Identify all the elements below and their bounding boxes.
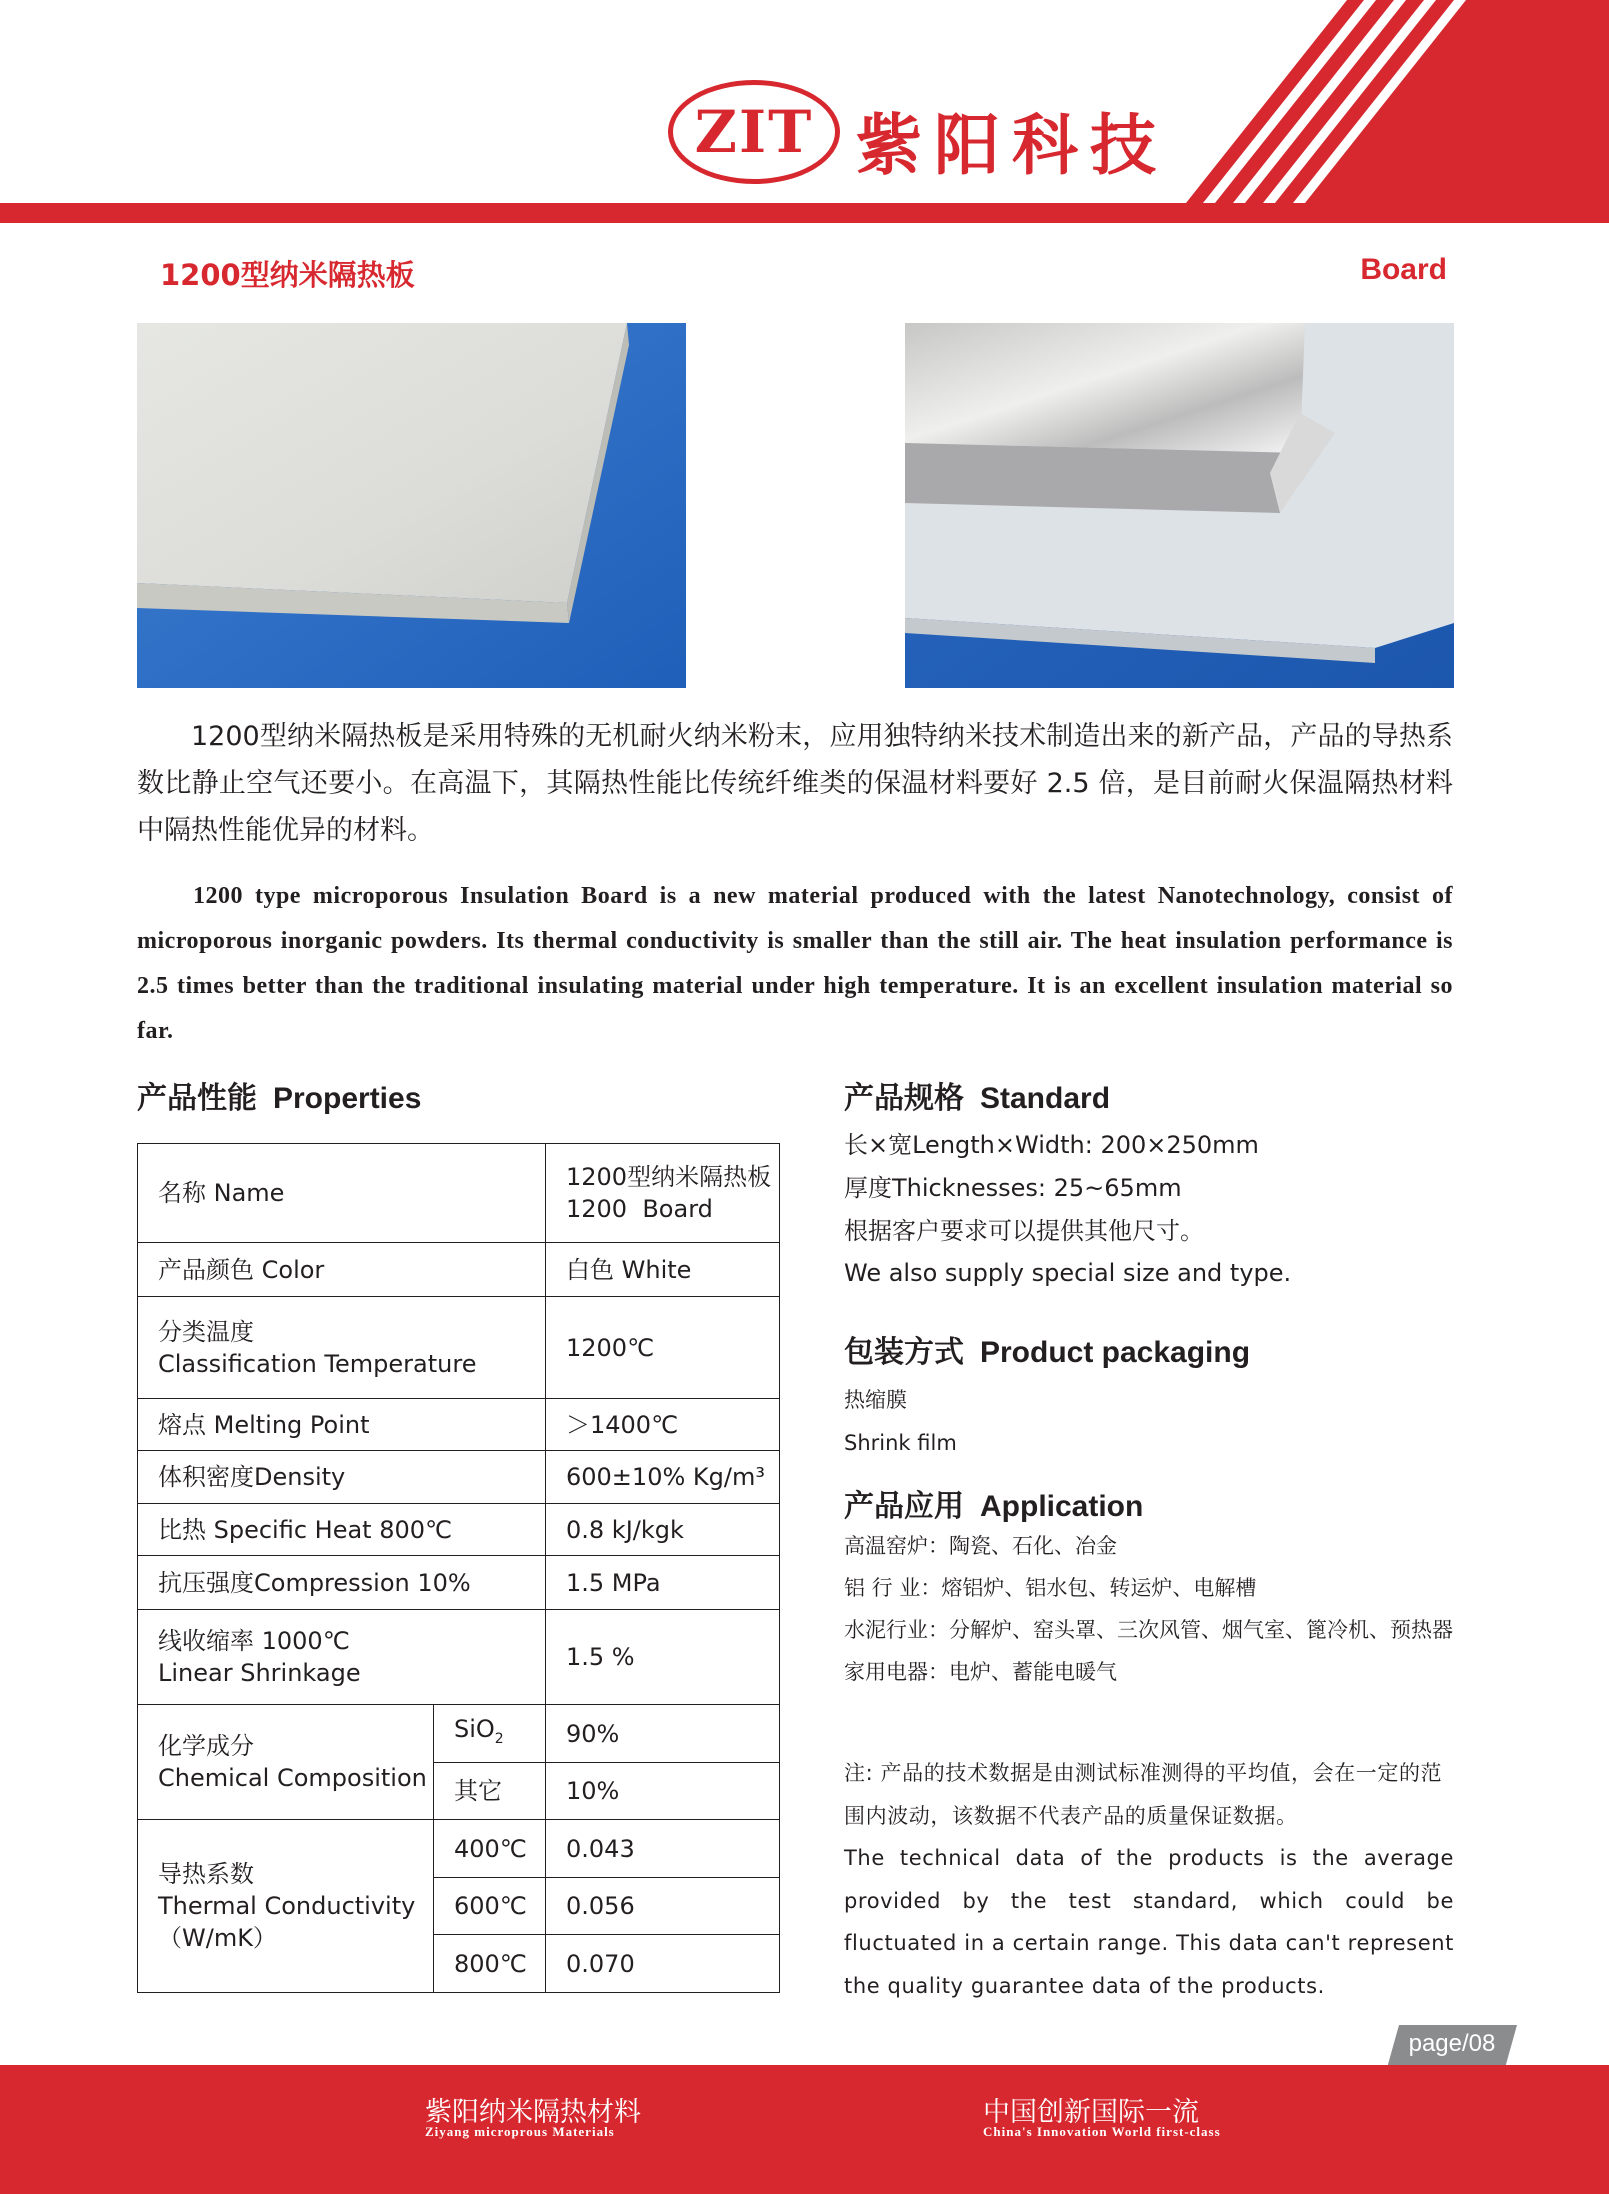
description-english: 1200 type microporous Insulation Board is a new material produced with the latest Nanotechnology, consist of microporous inorganic powders. Its thermal conductivity is smaller than the still air. The heat insulation performance is 2.5 times better than the traditional insulating material under high temperature. It is an excellent insulation material so far. xyxy=(137,883,1453,1044)
footer-right-cn: 中国创新国际一流 xyxy=(983,2097,1199,2128)
table-row xyxy=(138,1820,780,1878)
classification-temp-label xyxy=(138,1297,546,1399)
chemical-composition-label-cn: 化学成分 xyxy=(158,1732,254,1760)
logo-company-name: 紫阳科技 xyxy=(856,106,1168,184)
description-chinese: 1200型纳米隔热板是采用特殊的无机耐火纳米粉末，应用独特纳米技术制造出来的新产品，产品的导热系数比静止空气还要小。在高温下，其隔热性能比传统纤维类的保温材料要好 2.5 倍，是目前耐火保温隔热材料中隔热性能优异的材料。 xyxy=(137,721,1453,846)
application-line: 水泥行业：分解炉、窑头罩、三次风管、烟气室、篦冷机、预热器 xyxy=(844,1618,1453,1642)
linear-shrinkage-value: 1.5 % xyxy=(546,1610,780,1705)
thermal-conductivity-unit: （W/mK） xyxy=(158,1924,277,1952)
logo-mark-text: ZIT xyxy=(694,98,814,166)
chem-sio2-base: SiO xyxy=(454,1714,495,1743)
standard-custom-en: We also supply special size and type. xyxy=(844,1259,1292,1287)
chem-sio2-label xyxy=(434,1705,546,1763)
linear-shrinkage-label-en: Linear Shrinkage xyxy=(158,1659,361,1687)
tc-temp-600: 600℃ xyxy=(434,1878,546,1935)
standard-heading-en: Standard xyxy=(980,1082,1111,1115)
tc-value-600: 0.056 xyxy=(546,1878,780,1935)
thermal-conductivity-label-en: Thermal Conductivity xyxy=(158,1892,416,1920)
tc-value-400: 0.043 xyxy=(546,1820,780,1878)
name-value-cn: 1200型纳米隔热板 xyxy=(566,1163,772,1191)
table-row xyxy=(138,1144,780,1243)
name-label: 名称 Name xyxy=(138,1144,546,1243)
table-row xyxy=(138,1297,780,1399)
properties-heading xyxy=(137,1073,421,1117)
classification-temp-label-cn: 分类温度 xyxy=(158,1317,254,1346)
application-line: 铝 行 业：熔铝炉、铝水包、转运炉、电解槽 xyxy=(844,1576,1257,1600)
table-row xyxy=(138,1504,780,1556)
technical-note-cn: 注: 产品的技术数据是由测试标准测得的平均值，会在一定的范围内波动，该数据不代表产品的质量保证数据。 xyxy=(844,1761,1443,1828)
application-heading-cn: 产品应用 xyxy=(844,1489,964,1524)
chem-other-label: 其它 xyxy=(434,1763,546,1820)
color-label: 产品颜色 Color xyxy=(138,1243,546,1297)
density-value: 600±10% Kg/m³ xyxy=(546,1451,780,1504)
melting-point-value: ＞1400℃ xyxy=(546,1399,780,1451)
properties-heading-en: Properties xyxy=(273,1082,422,1115)
application-line: 家用电器：电炉、蓄能电暖气 xyxy=(844,1660,1117,1684)
compression-label: 抗压强度Compression 10% xyxy=(138,1556,546,1610)
thermal-conductivity-label-cn: 导热系数 xyxy=(158,1860,254,1888)
product-title-en: Board xyxy=(1360,253,1447,286)
standard-thickness xyxy=(844,1172,1182,1204)
standard-heading xyxy=(844,1073,1110,1117)
packaging-cn: 热缩膜 xyxy=(844,1388,907,1412)
table-row xyxy=(138,1610,780,1705)
compression-value: 1.5 MPa xyxy=(546,1556,780,1610)
footer-right-en: China's Innovation World first-class xyxy=(983,2124,1221,2139)
tc-temp-400: 400℃ xyxy=(434,1820,546,1878)
table-row xyxy=(138,1399,780,1451)
product-title-cn: 1200型纳米隔热板 xyxy=(160,258,415,292)
specific-heat-value: 0.8 kJ/kgk xyxy=(546,1504,780,1556)
chem-sio2-value: 90% xyxy=(546,1705,780,1763)
footer-left-en: Ziyang microprous Materials xyxy=(425,2124,615,2139)
zit-logo xyxy=(668,80,840,184)
linear-shrinkage-label xyxy=(138,1610,546,1705)
melting-point-label: 熔点 Melting Point xyxy=(138,1399,546,1451)
color-value: 白色 White xyxy=(546,1243,780,1297)
board-photo-foil-wrapped xyxy=(905,323,1454,688)
chem-other-value: 10% xyxy=(546,1763,780,1820)
properties-table xyxy=(137,1143,780,1993)
specific-heat-label: 比热 Specific Heat 800℃ xyxy=(138,1504,546,1556)
standard-size-value: 200×250mm xyxy=(1100,1131,1259,1159)
application-line: 高温窑炉：陶瓷、石化、冶金 xyxy=(844,1534,1117,1558)
table-row xyxy=(138,1451,780,1504)
standard-size-label: 长×宽Length×Width: xyxy=(844,1131,1093,1159)
table-row xyxy=(138,1705,780,1763)
packaging-heading-cn: 包装方式 xyxy=(844,1335,964,1370)
chem-sio2-subscript: 2 xyxy=(494,1730,504,1747)
technical-note xyxy=(844,1752,1454,2007)
packaging-heading xyxy=(844,1327,1250,1371)
standard-heading-cn: 产品规格 xyxy=(844,1081,964,1116)
table-row xyxy=(138,1243,780,1297)
density-label: 体积密度Density xyxy=(138,1451,546,1504)
tc-value-800: 0.070 xyxy=(546,1935,780,1993)
packaging-heading-en: Product packaging xyxy=(980,1336,1251,1369)
table-row xyxy=(138,1556,780,1610)
name-value xyxy=(546,1144,780,1243)
classification-temp-value: 1200℃ xyxy=(546,1297,780,1399)
tc-temp-800: 800℃ xyxy=(434,1935,546,1993)
thermal-conductivity-label xyxy=(138,1820,434,1993)
standard-thickness-label: 厚度Thicknesses: xyxy=(844,1174,1046,1202)
standard-thickness-value: 25~65mm xyxy=(1053,1174,1182,1202)
chemical-composition-label-en: Chemical Composition xyxy=(158,1764,427,1792)
application-heading-en: Application xyxy=(980,1490,1144,1523)
name-value-en: 1200 Board xyxy=(566,1195,713,1223)
application-heading xyxy=(844,1481,1143,1525)
footer-bar xyxy=(0,2065,1609,2194)
classification-temp-label-en: Classification Temperature xyxy=(158,1349,477,1378)
footer-left-cn: 紫阳纳米隔热材料 xyxy=(425,2097,641,2128)
standard-size xyxy=(844,1129,1259,1161)
packaging-en: Shrink film xyxy=(844,1431,957,1455)
linear-shrinkage-label-cn: 线收缩率 1000℃ xyxy=(158,1627,350,1655)
board-photo-plain xyxy=(137,323,686,688)
standard-custom-cn: 根据客户要求可以提供其他尺寸。 xyxy=(844,1217,1204,1245)
chemical-composition-label xyxy=(138,1705,434,1820)
technical-note-en: The technical data of the products is the average provided by the test standard, which could be fluctuated in a certain range. This data can't represent the quality guarantee data of the products. xyxy=(844,1846,1454,1998)
page-number: page/08 xyxy=(1408,2030,1496,2057)
properties-heading-cn: 产品性能 xyxy=(137,1081,257,1116)
